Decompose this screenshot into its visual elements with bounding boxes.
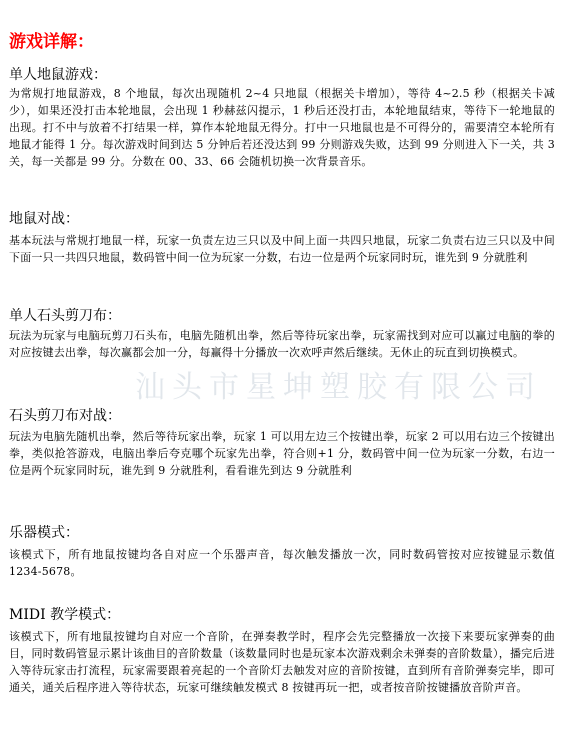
- section-heading-mole-battle: 地鼠对战：: [9, 211, 79, 227]
- section-heading-rps-battle: 石头剪刀布对战：: [9, 408, 121, 424]
- section-body-single-mole: 为常规打地鼠游戏，8 个地鼠，每次出现随机 2~4 只地鼠（根据关卡增加），等待 4~2.5 秒（根据关卡减少），如果还没打击本轮地鼠，会出现 1 秒赫兹闪提示，1 秒后还没打击，本轮地鼠结束，等待下一轮地鼠的出现。打不中与放着不打结果一样，算作本轮地鼠无得分。打中一只地鼠也是不可得分的，需要清空本轮所有地鼠才能得 1 分。每次游戏时间到达 5 分钟后若还没达到 99 分则游戏失败，达到 99 分则进入下一关，共 3 关，每一关都是 99 分。分数在 00、33、66 会随机切换一次背景音乐。: [9, 87, 555, 168]
- section-body-midi-mode: 该模式下，所有地鼠按键均自对应一个音阶，在弹奏教学时，程序会先完整播放一次接下来要玩家弹奏的曲目，同时数码管显示累计该曲目的音阶数量（该数量同时也是玩家本次游戏剩余未弹奏的音阶数量），播完后进入等待玩家击打流程，玩家需要跟着亮起的一个音阶灯去触发对应的音阶按键，直到所有音阶弹奏完毕，即可通关，通关后程序进入等待状态，玩家可继续触发模式 8 按键再玩一把，或者按音阶按键播放音阶声音。: [9, 630, 555, 694]
- page-title: 游戏详解：: [9, 32, 94, 52]
- section-body-single-rps: 玩法为玩家与电脑玩剪刀石头布，电脑先随机出拳，然后等待玩家出拳，玩家需找到对应可以赢过电脑的拳的对应按键去出拳，每次赢都会加一分，每赢得十分播放一次欢呼声然后继续。无休止的玩直到切换模式。: [9, 329, 555, 359]
- watermark: 汕头市星坤塑胶有限公司: [135, 370, 542, 405]
- section-heading-instrument-mode: 乐器模式：: [9, 525, 79, 541]
- section-heading-single-rps: 单人石头剪刀布：: [9, 308, 121, 324]
- section-heading-single-mole: 单人地鼠游戏：: [9, 67, 107, 83]
- section-body-rps-battle: 玩法为电脑先随机出拳，然后等待玩家出拳，玩家 1 可以用左边三个按键出拳，玩家 2 可以用右边三个按键出拳，类似抢答游戏，电脑出拳后夸克哪个玩家先出拳，符合则+1 分，数码管中间一位为玩家一分数，右边一位是两个玩家同时玩，谁先到 9 分就胜利，看看谁先到达 9 分就胜利: [9, 430, 555, 477]
- section-heading-midi-mode: MIDI 教学模式：: [9, 607, 121, 623]
- section-body-mole-battle: 基本玩法与常规打地鼠一样，玩家一负责左边三只以及中间上面一共四只地鼠，玩家二负责右边三只以及中间下面一只一共四只地鼠，数码管中间一位为玩家一分数，右边一位是两个玩家同时玩，谁先到 9 分就胜利: [9, 234, 555, 264]
- section-body-instrument-mode: 该模式下，所有地鼠按键均各自对应一个乐器声音，每次触发播放一次，同时数码管按对应按键显示数值 1234-5678。: [9, 548, 555, 578]
